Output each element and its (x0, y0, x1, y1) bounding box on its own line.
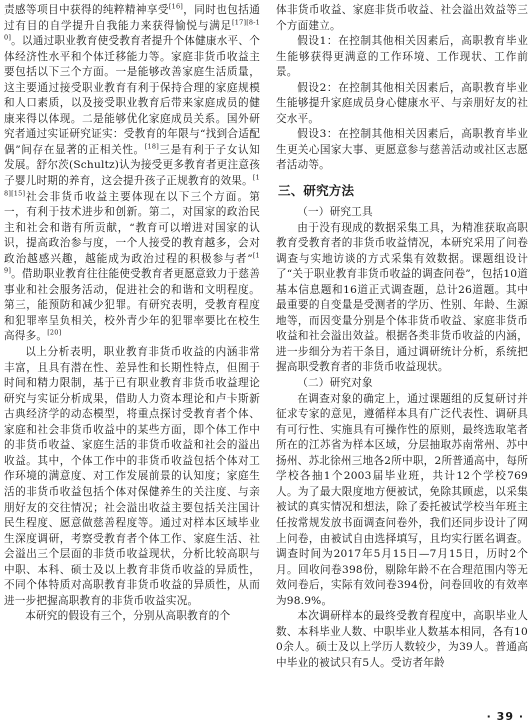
citation: [17][8-10] (4, 18, 260, 42)
citation: [20] (47, 328, 62, 337)
subsection-heading-research-subjects: （二）研究对象 (297, 377, 373, 390)
left-column (4, 3, 260, 719)
hypothesis-1: 假设1：在控制其他相关因素后，高职教育毕业生能够获得更满意的工作环境、工作现状、工作前景。 (276, 35, 528, 79)
section-heading-research-methods: 三、研究方法 (278, 183, 355, 199)
paragraph-analysis-summary: 以上分析表明，职业教育非货币收益的内涵非常丰富，且具有潜在性、差异性和长期性特点，但囿于时间和精力限制，基于已有职业教育非货币收益理论研究与实证分析成果，借助人力资本理论和卢卡斯新古典经济学的动态模型，将重点探讨受教育者个体、家庭和社会非货币收益中的某些方面，即个体工作中的非货币收益、家庭生活的非货币收益和社会的溢出收益。其中，个体工作中的非货币收益包括个体对工作环境的满意度、对工作发展前景的认知度；家庭生活的非货币收益包括个体对保健养生的关注度、与亲朋好友的交往情况；社会溢出收益主要包括关注国计民生程度、愿意做慈善程度等。通过对样本区域毕业生深度调研，考察受教育者个体工作、家庭生活、社会溢出三个层面的非货币收益现状，分析比较高职与中职、本科、硕士及以上教育非货币收益的异质性，不同个体特质对高职教育非货币收益的异质性，从而进一步把握高职教育的非货币收益实况。 (4, 346, 260, 607)
subsection-heading-research-tools: （一）研究工具 (297, 206, 373, 219)
paragraph-hypotheses-continued: 体非货币收益、家庭非货币收益、社会溢出效益等三个方面建立。 (276, 4, 528, 32)
page-number: · 39 · (486, 710, 524, 723)
paragraph-hypotheses-intro: 本研究的假设有三个，分别从高职教育的个 (25, 610, 231, 623)
paragraph-nonmonetary-benefits: 责感等项目中获得的纯粹精神享受[16]，同时也包括通过有目的自学提升自我能力来获得愉悦与满足[17][8-10]。以通过职业教育使受教育者提升个体健康水平、个体经济性水平和个体迁移能力等。家庭非货币收益主要包括以下三个方面。一是能够改善家庭生活质量，这主要通过接受职业教育有利于保持合理的家庭规模和人口素质，以及接受职业教育后带来家庭成员的健康来得以体现。二是能够优化家庭成员关系。国外研究者通过实证研究证实：受教育的年限与“找到合适配偶”间存在显著的正相关性。[18]三是有利于子女认知发展。舒尔茨(Schultz)认为接受更多教育者更注意孩子婴儿时期的养育，这会提升孩子正规教育的效果。[18][15]社会非货币收益主要体现在以下三个方面。第一，有利于技术进步和创新。第二，对国家的政治民主和社会和谐有所贡献，“教育可以增进对国家的认识，提高政治参与度，一个人接受的教育越多，会对政治越感兴趣，越能成为政治过程的积极参与者”[19]。借助职业教育往往能使受教育者更愿意致力于慈善事业和社会服务活动，促进社会的和谐和文明程度。第三，能预防和减少犯罪。有研究表明，受教育程度和犯罪率呈负相关，校外青少年的犯罪率要比在校生高得多。[20] (4, 3, 260, 343)
paragraph-research-subjects: 在调查对象的确定上，通过课题组的反复研讨并征求专家的意见，遵循样本具有广泛代表性、调研具有可行性、实施具有可操作性的原则，最终选取笔者所在的江苏省为样本区域，分层抽取苏南常州、苏中扬州、苏北徐州三地各2所中职，2所普通高中，每所学校各抽1个2003届毕业班，共计12个学校769人。为了最大限度地方便被试，免除其顾虑，以采集被试的真实情况和想法，除了委托被试学校当年班主任按常规发放书面调查问卷外，我们还同步设计了网上问卷，由被试自由选择填写，且均实行匿名调查。调查时间为2017年5月15日—7月15日，历时2个月。回收问卷398份，剔除年龄不在合理范围内等无效问卷后，实际有效问卷394份，问卷回收的有效率为98.9%。 (276, 392, 528, 607)
hypothesis-2: 假设2：在控制其他相关因素后，高职教育毕业生能够提升家庭成员身心健康水平、与亲朋好友的社交水平。 (276, 81, 528, 125)
right-column (276, 3, 528, 709)
hypothesis-3: 假设3：在控制其他相关因素后，高职教育毕业生更关心国家大事、更愿意参与慈善活动或社区志愿者活动等。 (276, 128, 528, 172)
citation: [18] (144, 142, 159, 151)
citation: [16] (168, 3, 184, 11)
citation: [18][15] (4, 173, 260, 198)
paragraph-sample-composition: 本次调研样本的最终受教育程度中，高职毕业人数、本科毕业人数、中职毕业人数基本相同，各有100余人。硕士及以上学历人数较少，为39人。普通高中毕业的被试只有5人。受访者年龄 (276, 610, 528, 669)
paragraph-research-tools: 由于没有现成的数据采集工具，为精准获取高职教育受教育者的非货币收益情况，本研究采用了问卷调查与实地访谈的方式采集有效数据。课题组设计了“关于职业教育非货币收益的调查问卷”，包括10道基本信息题和16道正式调查题，总计26道题。其中最重要的自变量是受测者的学历、性别、年龄、生源地等，而因变量分别是个体非货币收益、家庭非货币收益和社会溢出效益。根据各类非货币收益的内涵，进一步细分为若干条目，通过调研统计分析，系统把握高职受教育者的非货币收益现状。 (276, 221, 528, 374)
citation: [19] (4, 251, 260, 275)
